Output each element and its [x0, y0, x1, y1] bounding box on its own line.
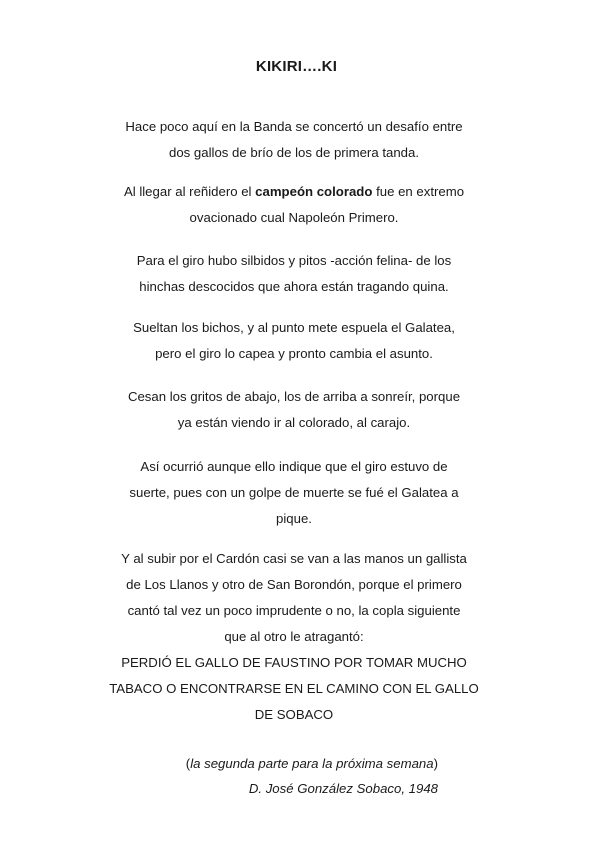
paragraph-line: Hace poco aquí en la Banda se concertó un desafío entre	[125, 119, 463, 134]
paragraph-line: Cesan los gritos de abajo, los de arriba a sonreír, porque	[127, 389, 461, 404]
paragraph-2	[98, 179, 490, 231]
copla-line: PERDIÓ EL GALLO DE FAUSTINO POR TOMAR MUCHO	[121, 655, 467, 670]
next-part-note	[186, 756, 438, 771]
paragraph-line: ya están viendo ir al colorado, al carajo.	[177, 415, 411, 430]
paragraph-line: Para el giro hubo silbidos y pitos -acción felina- de los	[136, 253, 452, 268]
paragraph-text: fue en extremo	[372, 184, 465, 199]
emphasis-text: campeón colorado	[255, 184, 373, 199]
page-title: KIKIRI….KI	[255, 58, 338, 75]
note-text: la segunda parte para la próxima semana	[190, 756, 434, 771]
paragraph-line: pero el giro lo capea y pronto cambia el asunto.	[155, 346, 433, 361]
note-paren-close: )	[433, 756, 438, 771]
paragraph-3	[98, 248, 490, 300]
paragraph-line: ovacionado cual Napoleón Primero.	[189, 210, 399, 225]
paragraph-line: Así ocurrió aunque ello indique que el giro estuvo de	[140, 459, 448, 474]
paragraph-6	[98, 454, 490, 532]
paragraph-line: cantó tal vez un poco imprudente o no, la copla siguiente	[127, 603, 461, 618]
paragraph-line: hinchas descocidos que ahora están tragando quina.	[139, 279, 449, 294]
paragraph-1	[98, 114, 490, 166]
paragraph-5	[98, 384, 490, 436]
copla-verse	[98, 650, 490, 728]
paragraph-line: suerte, pues con un golpe de muerte se fué el Galatea a	[129, 485, 459, 500]
paragraph-line	[98, 179, 490, 205]
copla-line: DE SOBACO	[254, 707, 334, 722]
paragraph-line: que al otro le atragantó:	[224, 629, 364, 644]
note-paren-open: (	[185, 756, 191, 771]
paragraph-text: Al llegar al reñidero el	[123, 184, 256, 199]
paragraph-7	[98, 546, 490, 650]
copla-line: TABACO O ENCONTRARSE EN EL CAMINO CON EL GALLO	[109, 681, 479, 696]
paragraph-line: Sueltan los bichos, y al punto mete espuela el Galatea,	[133, 320, 455, 335]
paragraph-line: Y al subir por el Cardón casi se van a las manos un gallista	[121, 551, 467, 566]
paragraph-line: de Los Llanos y otro de San Borondón, porque el primero	[126, 577, 462, 592]
author-signature: D. José González Sobaco, 1948	[248, 781, 438, 796]
paragraph-line: dos gallos de brío de los de primera tanda.	[169, 145, 419, 160]
paragraph-4	[98, 315, 490, 367]
paragraph-line: pique.	[276, 511, 312, 526]
